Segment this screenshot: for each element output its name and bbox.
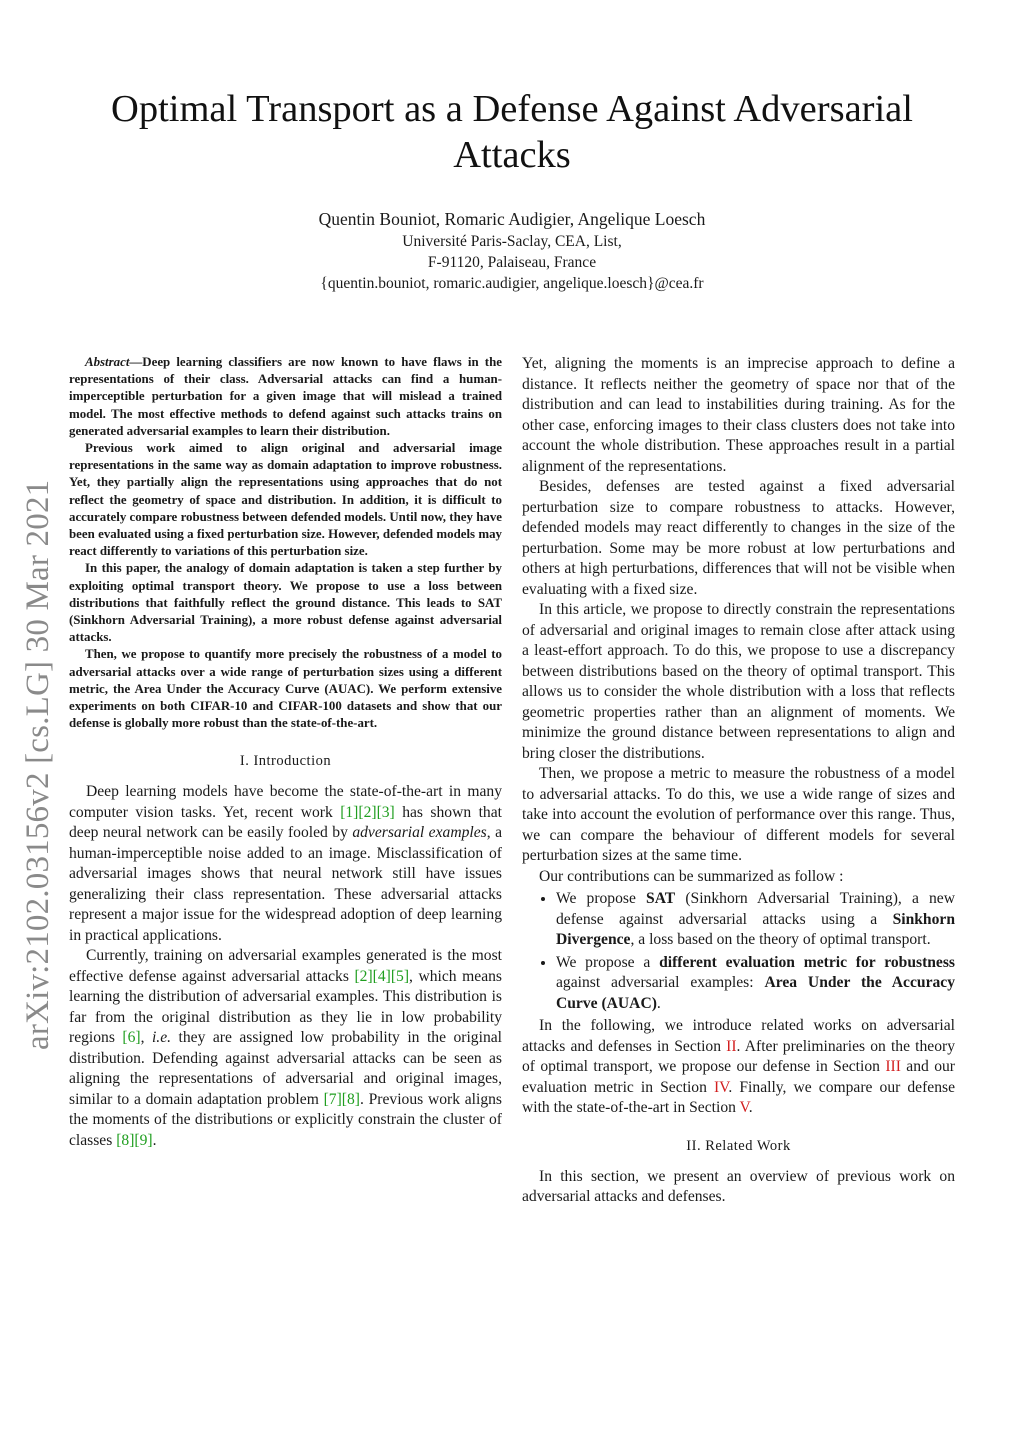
affiliation-line-1: Université Paris-Saclay, CEA, List, [402,233,622,250]
abstract-paragraph-1: Abstract—Deep learning classifiers are now known to have flaws in the representations of their class. Adversarial attacks can find a human-imperceptible perturbation for a given image that will mislead a trained model. The most effective methods to defend against such attacks trains on generated adversarial examples to learn their distribution. [69,355,502,438]
contribution-item-2: • We propose a different evaluation metric for robustness against adversarial examples: Area Under the Accuracy Curve (AUAC). [556,953,955,1015]
intro-paragraph-2: Currently, training on adversarial examples generated is the most effective defense against adversarial attacks [2][4][5], which means learning the distribution of adversarial examples. This distribution is far from the original distribution as they lie in low probability regions [6], i.e. they are assigned low probability in the original distribution. Defending against adversarial attacks can be seen as aligning the representations of adversarial and original images, similar to a domain adaptation problem [7][8]. Previous work aligns the moments of the distributions or explicitly constrain the cluster of classes [8][9]. [69,947,502,1149]
section-heading-related-work: II. Related Work [686,1137,791,1154]
citation-link[interactable]: [9] [134,1131,153,1149]
intro-paragraph-7: Our contributions can be summarized as follow : [539,867,844,885]
intro-paragraph-3: Yet, aligning the moments is an imprecise approach to define a distance. It reflects neither the geometry of space nor that of the distribution and can lead to instabilities during training. As for the other case, enforcing images to their class clusters does not take into account the whole distribution. These approaches result in a partial alignment of the representations. [522,355,955,475]
author-emails: {quentin.bouniot, romaric.audigier, angelique.loesch}@cea.fr [320,275,704,292]
intro-paragraph-5: In this article, we propose to directly constrain the representations of adversarial and original images to remain close after attack using a least-effort approach. To do this, we propose to use a discrepancy between distributions based on the theory of optimal transport. This allows us to consider the whole distribution with a loss that reflects geometric properties rather than an alignment of moments. We minimize the ground distance between representations to align and bring closer the distributions. [522,601,955,762]
abstract-label: Abstract [85,355,130,369]
intro-paragraph-4: Besides, defenses are tested against a fixed adversarial perturbation size to compare robustness to attacks. However, defended models may react differently to changes in the size of the perturbation. Some may be more robust at low perturbations and others at high perturbations, differences that will not be visible when evaluating with a fixed size. [522,478,955,598]
section-reference-link[interactable]: V [739,1099,749,1116]
left-column [69,354,502,1151]
citation-link[interactable]: [1] [340,803,359,821]
citation-link[interactable]: [5] [390,967,410,985]
citation-link[interactable]: [3] [376,803,395,821]
contribution-item-1: • We propose SAT (Sinkhorn Adversarial Training), a new defense against adversarial attacks using a Sinkhorn Divergence, a loss based on the theory of optimal transport. [556,889,955,951]
paper-title: Optimal Transport as a Defense Against Adversarial Attacks [111,88,913,176]
section-reference-link[interactable]: IV [713,1078,729,1096]
citation-link[interactable]: [7] [323,1090,342,1108]
citation-link[interactable]: [2] [354,967,373,985]
intro-paragraph-1: Deep learning models have become the state-of-the-art in many computer vision tasks. Yet, recent work [1][2][3] has shown that deep neural network can be easily fooled by adversarial examples, a human-imperceptible noise added to an image. Misclassification of adversarial images shows that neural network still have issues generalizing their class representation. These adversarial attacks represent a major issue for the widespread adoption of deep learning in practical applications. [69,783,502,944]
section-heading-introduction: I. Introduction [239,753,332,770]
citation-link[interactable]: [4] [372,967,391,985]
citation-link[interactable]: [8] [341,1090,360,1108]
abstract-paragraph-4: Then, we propose to quantify more precisely the robustness of a model to adversarial attacks over a wide range of perturbation sizes using a different metric, the Area Under the Accuracy Curve (AUAC). We perform extensive experiments on both CIFAR-10 and CIFAR-100 datasets and show that our defense is globally more robust than the state-of-the-art. [69,647,502,731]
affiliation-line-2: F-91120, Palaiseau, France [427,254,597,271]
intro-paragraph-8: In the following, we introduce related works on adversarial attacks and defenses in Section II. After preliminaries on the theory of optimal transport, we propose our defense in Section III and our evaluation metric in Section IV. Finally, we compare our defense with the state-of-the-art in Section V. [522,1017,956,1116]
arxiv-identifier-stamp[interactable]: arXiv:2102.03156v2 [cs.LG] 30 Mar 2021 [20,479,56,1050]
citation-link[interactable]: [6] [122,1029,141,1047]
abstract-text-1: Deep learning classifiers are now known to have flaws in the representations of their class. Adversarial attacks can find a human-imperceptible perturbation for a given image that will mislead a trained model. The most effective methods to defend against such attacks trains on generated adversarial examples to learn their distribution. [69,355,502,438]
section-reference-link[interactable]: II [726,1037,737,1055]
abstract [69,354,502,732]
related-work-paragraph-1: In this section, we present an overview of previous work on adversarial attacks and defenses. [522,1167,955,1205]
citation-link[interactable]: [8] [116,1131,135,1149]
abstract-paragraph-3: In this paper, the analogy of domain adaptation is taken a step further by exploiting optimal transport theory. We propose to use a loss between distributions that faithfully reflect the ground distance. This leads to SAT (Sinkhorn Adversarial Training), a more robust defense against adversarial attacks. [69,561,502,645]
citation-link[interactable]: [2] [358,803,377,821]
intro-paragraph-6: Then, we propose a metric to measure the robustness of a model to adversarial attacks. To do this, we use a wide range of sizes and take into account the evolution of performance over this range. Thus, we can compare the behaviour of different models for several perturbation sizes at the same time. [522,765,955,864]
section-reference-link[interactable]: III [885,1058,901,1075]
introduction-body [69,782,502,1151]
abstract-paragraph-2: Previous work aimed to align original and adversarial image representations in the same way as domain adaptation to improve robustness. Yet, they partially align the representations using approaches that do not reflect the geometry of space and distribution. In addition, it is difficult to accurately compare robustness between defended models. Until now, they have been evaluated using a fixed perturbation size. However, defended models may react differently to variations of this perturbation size. [69,441,502,559]
contributions-list [522,889,955,1014]
author-names: Quentin Bouniot, Romaric Audigier, Angelique Loesch [318,209,706,229]
right-column [522,354,955,1208]
author-block [60,207,964,294]
